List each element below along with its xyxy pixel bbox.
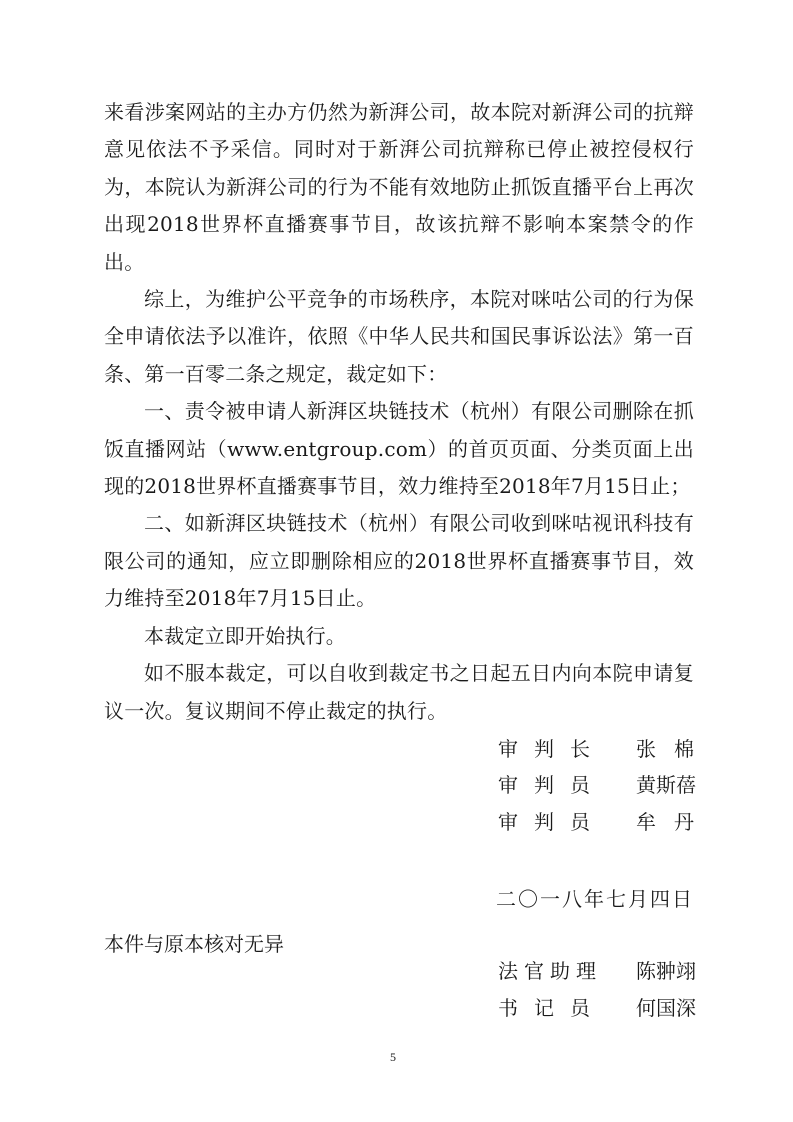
signature-name: 黄斯蓓 [636, 773, 696, 797]
signature-role: 审判长 [498, 737, 606, 761]
ruling-date: 二〇一八年七月四日 [496, 887, 694, 911]
paragraph-appeal: 如不服本裁定，可以自收到裁定书之日起五日内向本院申请复议一次。复议期间不停止裁定的执行。 [104, 661, 694, 723]
paragraph-order-one: 一、责令被申请人新湃区块链技术（杭州）有限公司删除在抓饭直播网站（www.entgroup.com）的首页页面、分类页面上出现的2018世界杯直播赛事节目，效力维持至2018年7月15日止； [104, 399, 694, 499]
signature-name: 张棉 [636, 737, 712, 761]
paragraph-continuation: 来看涉案网站的主办方仍然为新湃公司，故本院对新湃公司的抗辩意见依法不予采信。同时对于新湃公司抗辩称已停止被控侵权行为，本院认为新湃公司的行为不能有效地防止抓饭直播平台上再次出现2018世界杯直播赛事节目，故该抗辩不影响本案禁令的作出。 [104, 100, 694, 274]
signature-role: 审判员 [498, 773, 606, 797]
paragraph-order-two: 二、如新湃区块链技术（杭州）有限公司收到咪咕视讯科技有限公司的通知，应立即删除相应的2018世界杯直播赛事节目，效力维持至2018年7月15日止。 [104, 511, 694, 611]
signature-role: 法官助理 [498, 959, 602, 983]
page-number: 5 [390, 1050, 396, 1064]
paragraph-effective: 本裁定立即开始执行。 [144, 623, 346, 648]
paragraph-conclusion: 综上，为维护公平竞争的市场秩序，本院对咪咕公司的行为保全申请依法予以准许，依照《中华人民共和国民事诉讼法》第一百条、第一百零二条之规定，裁定如下： [104, 287, 694, 386]
ruling-body [104, 94, 694, 730]
signature-role: 审判员 [498, 810, 606, 834]
signature-name: 何国深 [636, 996, 696, 1020]
signature-role: 书记员 [498, 996, 606, 1020]
verification-note: 本件与原本核对无异 [104, 932, 284, 956]
signature-name: 陈翀翊 [636, 959, 696, 983]
signature-name: 牟丹 [636, 810, 712, 834]
